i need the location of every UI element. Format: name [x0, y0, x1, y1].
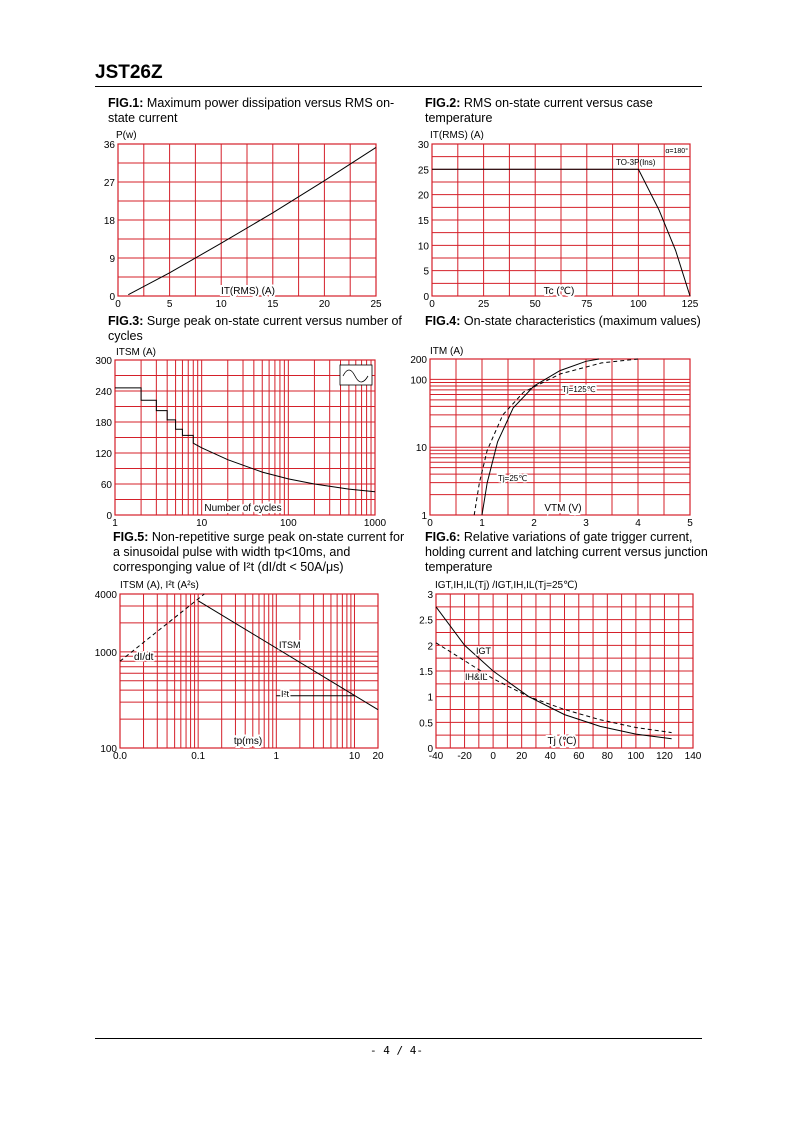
fig5-xlabel: tp(ms) — [233, 736, 263, 747]
fig1-ytick: 18 — [103, 216, 115, 227]
fig6-ytick: 0 — [427, 744, 433, 755]
fig5-xtick: 0.1 — [191, 751, 206, 762]
fig4-chart — [410, 346, 693, 529]
fig3-ytick: 120 — [95, 449, 112, 460]
fig1-chart — [104, 130, 382, 310]
fig3-chart — [95, 347, 386, 529]
fig4-annotation-25: Tj=25℃ — [498, 474, 528, 483]
fig4-ytick: 10 — [415, 443, 427, 455]
fig3-xtick: 100 — [279, 518, 297, 529]
fig2-ytick: 10 — [417, 241, 429, 253]
fig6-xtick: 60 — [573, 751, 585, 762]
fig6-xtick: 80 — [601, 751, 613, 762]
page-number: - 4 / 4- — [370, 1044, 423, 1057]
fig2-caption: FIG.2: RMS on-state current versus case temperature — [425, 96, 653, 125]
fig4-caption: FIG.4: On-state characteristics (maximum values) — [425, 314, 701, 328]
fig3-series-0 — [115, 388, 375, 492]
fig1-xtick: 20 — [318, 299, 330, 310]
fig3-ytick: 300 — [95, 356, 112, 367]
fig1-ytick: 9 — [109, 254, 115, 265]
fig2-xtick: 50 — [529, 299, 541, 310]
fig4-xtick: 3 — [583, 518, 589, 529]
fig6-xtick: 100 — [627, 751, 645, 762]
fig4-xtick: 5 — [687, 518, 693, 529]
fig3-caption: FIG.3: Surge peak on-state current versus number of cycles — [108, 314, 402, 343]
fig2-ytick: 5 — [423, 266, 429, 278]
fig5-xtick: 1 — [273, 751, 280, 762]
fig3-ytick: 180 — [95, 418, 112, 429]
fig4-ytick: 1 — [421, 511, 427, 522]
fig1-xtick: 0 — [115, 299, 121, 310]
fig6-xtick: 40 — [544, 751, 556, 762]
fig4-ylabel: ITM (A) — [430, 346, 464, 357]
fig5-caption: FIG.5: Non-repetitive surge peak on-state current for a sinusoidal pulse with width tp<10ms, and corresponging value of I²t (dI/dt < 50A/μs) — [113, 530, 405, 574]
fig4-xtick: 4 — [635, 518, 641, 529]
fig2-xlabel: Tc (℃) — [543, 286, 575, 297]
fig4-xtick: 1 — [479, 518, 485, 529]
fig6-ytick: 1 — [427, 692, 433, 704]
fig2-annotation-package: TO-3P(Ins) — [616, 158, 656, 167]
fig2-chart — [418, 130, 699, 310]
fig4-xtick: 0 — [427, 518, 433, 529]
fig6-ytick: 0.5 — [419, 718, 433, 730]
fig5-xtick: 0.0 — [113, 751, 127, 762]
fig3-ytick: 0 — [106, 511, 112, 522]
fig6-xlabel: Tj (℃) — [547, 736, 577, 747]
fig6-xtick: 0 — [490, 751, 496, 762]
fig1-xtick: 25 — [370, 299, 382, 310]
fig2-ytick: 0 — [423, 292, 429, 303]
fig2-xtick: 75 — [581, 299, 593, 310]
fig3-xtick: 10 — [196, 518, 208, 529]
fig1-xtick: 5 — [166, 299, 173, 310]
fig6-ylabel: IGT,IH,IL(Tj) /IGT,IH,IL(Tj=25℃) — [435, 580, 578, 591]
fig2-ytick: 15 — [417, 216, 429, 227]
fig2-xtick: 100 — [630, 299, 647, 310]
fig6-xtick: -20 — [457, 751, 472, 762]
fig5-ytick: 1000 — [94, 647, 117, 659]
fig6-ytick: 3 — [427, 590, 433, 601]
fig2-ylabel: IT(RMS) (A) — [430, 130, 484, 141]
fig2-ytick: 25 — [417, 165, 429, 177]
fig3-ytick: 60 — [100, 480, 112, 491]
fig6-xtick: -40 — [428, 751, 444, 762]
fig5-ytick: 100 — [100, 744, 117, 755]
fig4-annotation-125: Tj=125℃ — [562, 385, 596, 394]
fig1-xtick: 15 — [267, 299, 279, 310]
fig2-ytick: 30 — [417, 140, 429, 151]
fig5-series-dIdt — [120, 594, 204, 661]
fig3-ylabel: ITSM (A) — [116, 347, 156, 358]
fig4-xtick: 2 — [531, 518, 537, 529]
fig5-chart — [95, 580, 384, 762]
fig1-xlabel: IT(RMS) (A) — [221, 286, 275, 297]
fig5-ylabel: ITSM (A), I²t (A²s) — [120, 580, 199, 591]
fig6-ytick: 2.5 — [419, 615, 433, 627]
fig1-series-0 — [128, 147, 376, 294]
fig2-xtick: 25 — [478, 299, 490, 310]
fig5-annotation-didt: dI/dt — [134, 652, 154, 663]
fig6-chart — [419, 580, 702, 762]
fig6-ytick: 1.5 — [419, 667, 433, 678]
fig5-frame — [120, 594, 378, 748]
fig1-caption: FIG.1: Maximum power dissipation versus RMS on-state current — [108, 96, 395, 125]
fig6-xtick: 20 — [516, 751, 528, 762]
fig3-xtick: 1 — [112, 518, 118, 529]
fig6-xtick: 120 — [656, 751, 673, 762]
fig1-ytick: 27 — [103, 178, 115, 189]
fig3-ytick: 240 — [95, 387, 112, 398]
fig5-annotation-itsm: ITSM — [279, 640, 301, 650]
fig4-ytick: 100 — [410, 375, 427, 387]
fig6-annotation-igt: IGT — [476, 646, 491, 656]
fig2-xtick: 0 — [429, 299, 435, 310]
fig1-xtick: 10 — [215, 299, 227, 310]
fig2-annotation-alpha: α=180° — [665, 148, 688, 155]
fig6-annotation-ih-il: IH&IL — [465, 672, 488, 682]
fig6-ytick: 2 — [427, 641, 433, 653]
fig1-ytick: 0 — [109, 292, 115, 303]
footer-rule — [95, 1038, 702, 1039]
fig2-xtick: 125 — [681, 299, 699, 310]
fig4-xlabel: VTM (V) — [544, 503, 582, 514]
fig3-xlabel: Number of cycles — [204, 503, 282, 514]
fig1-ytick: 36 — [103, 140, 115, 151]
fig1-ylabel: P(w) — [116, 130, 137, 141]
fig6-xtick: 140 — [684, 751, 702, 762]
fig5-annotation-i2t: I²t — [281, 689, 289, 699]
fig5-xtick: 20 — [372, 751, 384, 762]
fig5-xtick: 10 — [348, 751, 361, 762]
fig3-sine-symbol — [340, 365, 372, 385]
fig6-caption: FIG.6: Relative variations of gate trigger current, holding current and latching current versus junction temperature — [425, 530, 708, 574]
fig5-ytick: 4000 — [94, 590, 117, 601]
document-title: JST26Z — [95, 62, 163, 83]
fig3-xtick: 1000 — [363, 518, 387, 529]
fig3-symbol-frame — [340, 365, 372, 385]
fig4-ytick: 200 — [410, 355, 427, 366]
fig2-ytick: 20 — [417, 190, 429, 202]
